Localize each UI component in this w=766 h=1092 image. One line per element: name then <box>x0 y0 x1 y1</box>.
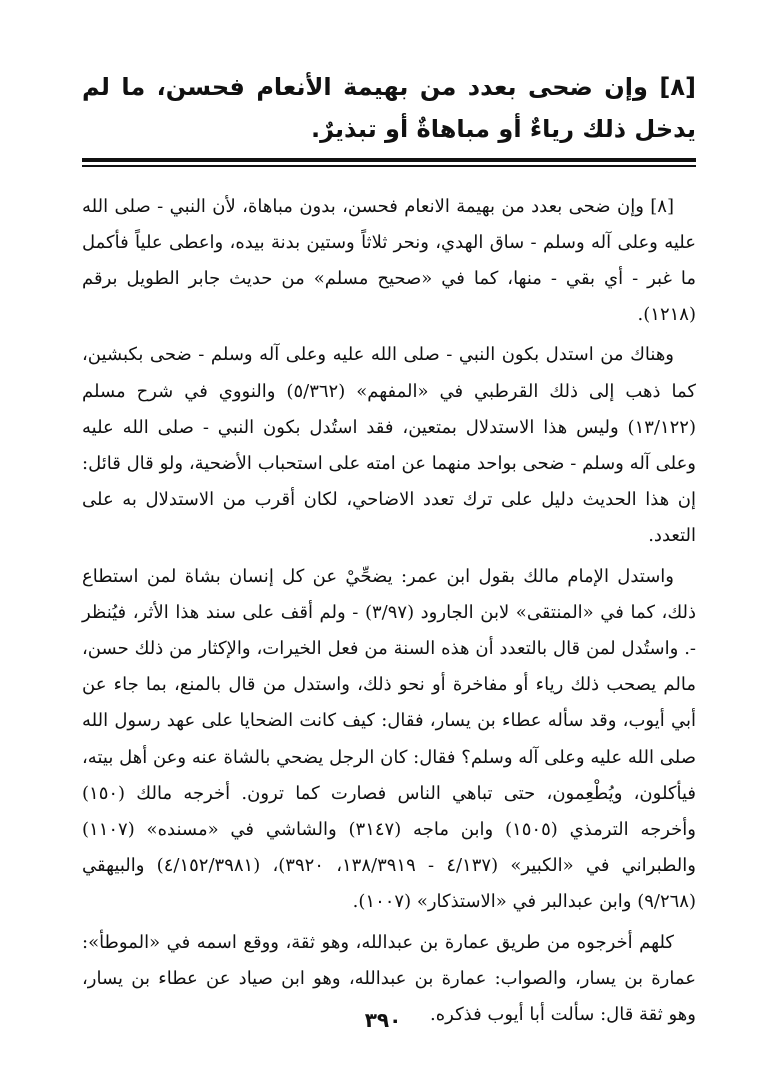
heading-divider-thin <box>82 165 696 167</box>
page-number: ٣٩٠ <box>364 1008 402 1032</box>
paragraph: وهناك من استدل بكون النبي - صلى الله عليه وعلى آله وسلم - ضحى بكبشين، كما ذهب إلى ذلك القرطبي في «المفهم» (٥/٣٦٢) والنووي في شرح مسلم (١٣/١٢٢) وليس هذا الاستدلال بمتعين، فقد استُدل بكون النبي - صلى الله عليه وعلى آله وسلم - ضحى بواحد منهما عن امته على استحباب الأضحية، ولو قال قائل: إن هذا الحديث دليل على ترك تعدد الاضاحي، لكان أقرب من الاستدلال به على التعدد. <box>82 344 696 547</box>
paragraph: [٨] وإن ضحى بعدد من بهيمة الانعام فحسن، بدون مباهاة، لأن النبي - صلى الله عليه وعلى آله وسلم - ساق الهدي، ونحر ثلاثاً وستين بدنة بيده، واعطى علياً فأكمل ما غبر - أي بقي - منها، كما في «صحيح مسلم» من حديث جابر الطويل برقم (١٢١٨). <box>82 195 696 326</box>
commentary-body <box>82 189 696 1034</box>
paragraph: كلهم أخرجوه من طريق عمارة بن عبدالله، وهو ثقة، ووقع اسمه في «الموطأ»: عمارة بن يسار، والصواب: عمارة بن عبدالله، وهو ابن صياد عن عطاء بن يسار، وهو ثقة قال: سألت أبا أيوب فذكره. <box>82 931 696 1025</box>
paragraph: واستدل الإمام مالك بقول ابن عمر: يضحِّيْ عن كل إنسان بشاة لمن استطاع ذلك، كما في «المنتقى» لابن الجارود (٣/٩٧) - ولم أقف على سند هذا الأثر، فيُنظر -. واستُدل لمن قال بالتعدد أن هذه السنة من فعل الخيرات، والإكثار من ذلك حسن، مالم يصحب ذلك رياء أو مفاخرة أو نحو ذلك، واستدل من قال بالمنع، بما جاء عن أبي أيوب، وقد سأله عطاء بن يسار، فقال: كيف كانت الضحايا على عهد رسول الله صلى الله عليه وعلى آله وسلم؟ فقال: كان الرجل يضحي بالشاة عنه وعن أهل بيته، فيأكلون، ويُطْعِمون، حتى تباهي الناس فصارت كما ترون. أخرجه مالك (١٥٠) وأخرجه الترمذي (١٥٠٥) وابن ماجه (٣١٤٧) والشاشي في «مسنده» (١١٠٧) والطبراني في «الكبير» (٤/١٣٧ - ١٣٨/٣٩١٩، ٣٩٢٠)، (٤/١٥٢/٣٩٨١) والبيهقي (٩/٢٦٨) وابن عبدالبر في «الاستذكار» (١٠٠٧). <box>82 565 697 913</box>
section-heading: [٨] وإن ضحى بعدد من بهيمة الأنعام فحسن، ما لم يدخل ذلك رياءٌ أو مباهاةٌ أو تبذيرٌ. <box>82 73 696 143</box>
heading-divider-thick <box>82 158 696 162</box>
